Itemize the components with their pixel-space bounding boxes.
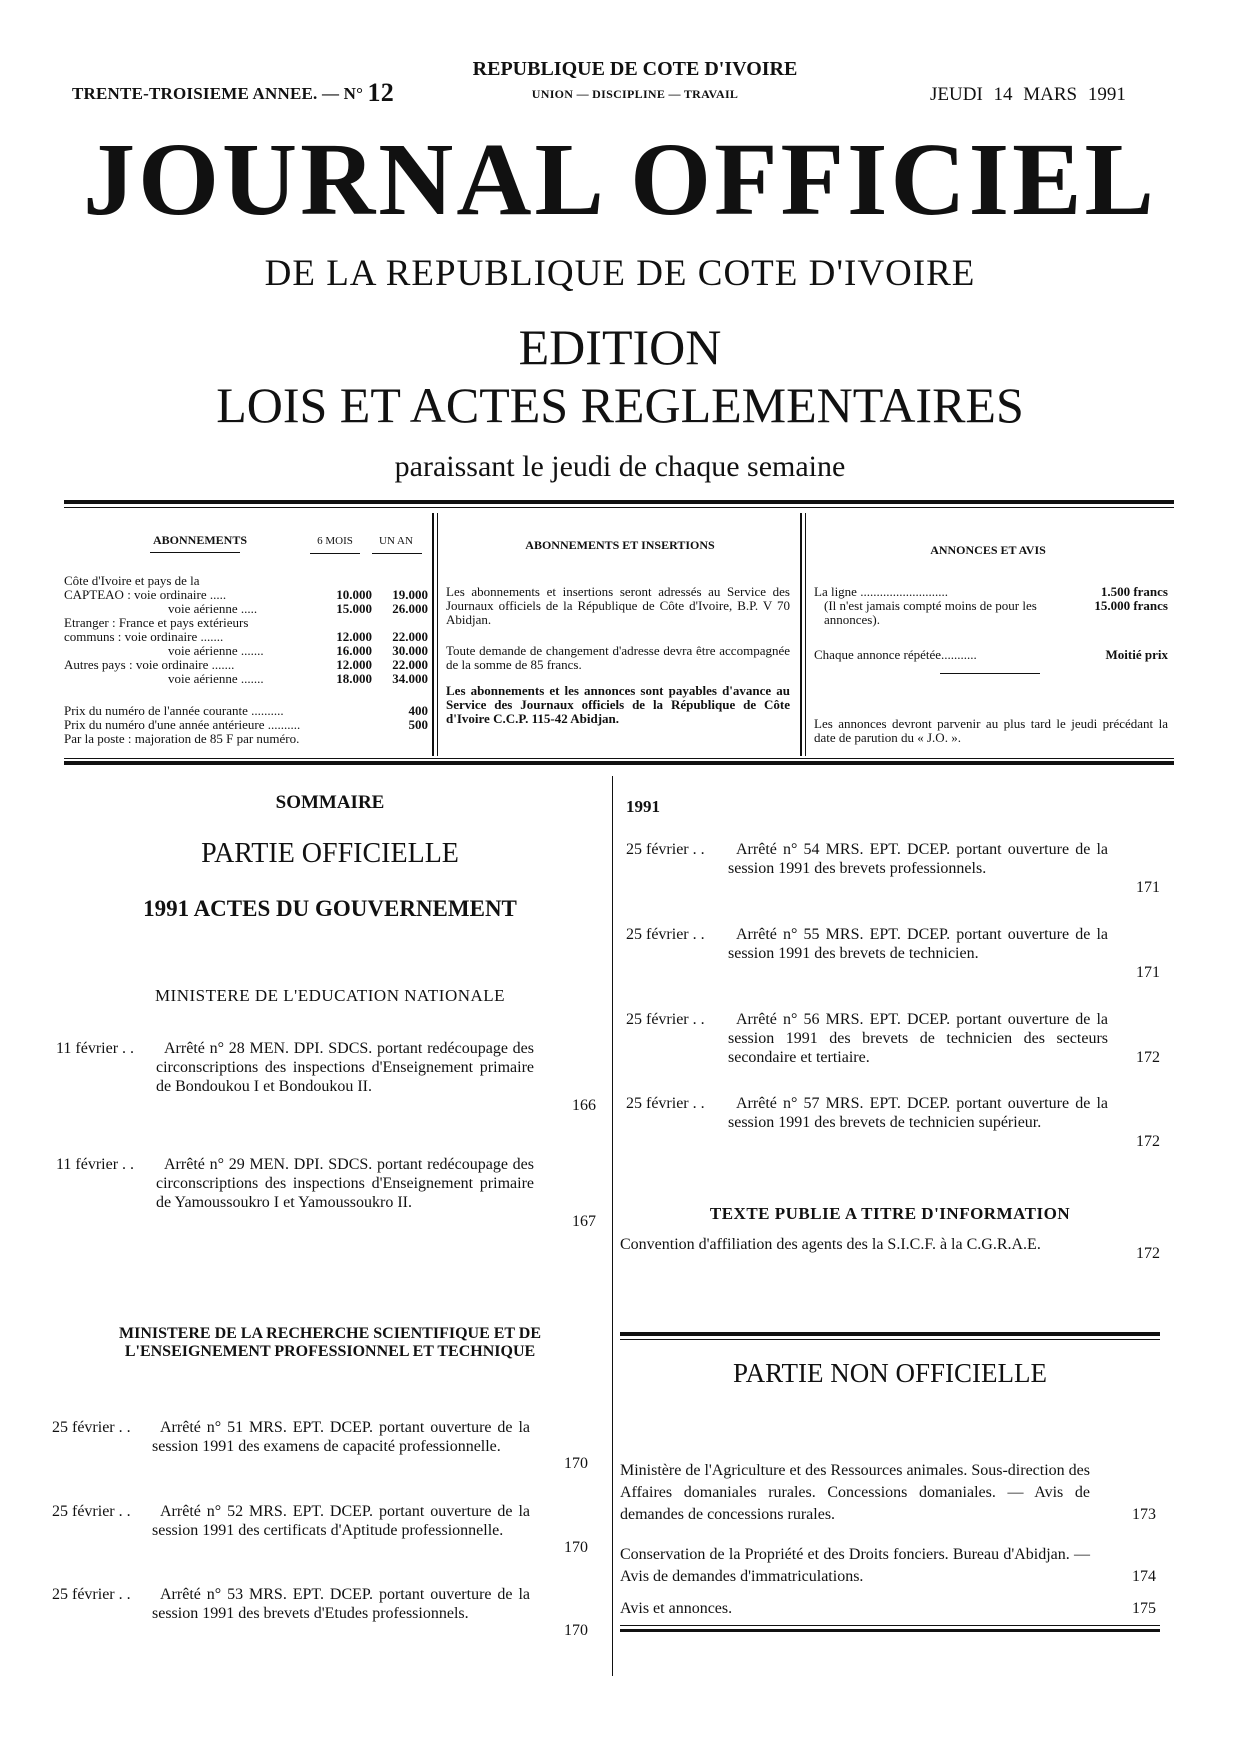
year-right-column: 1991 xyxy=(626,797,660,816)
entry-date: 11 février . . xyxy=(56,1040,135,1057)
entry-text: Arrêté n° 29 MEN. DPI. SDCS. portant redécoupage des circonscriptions des inspections d'Enseignement primaire de Yamoussoukro I et Yamoussoukro II. xyxy=(156,1156,534,1211)
price-6-months: 10.000 xyxy=(336,587,372,602)
edition-name: LOIS ET ACTES REGLEMENTAIRES xyxy=(216,377,1024,433)
price-6-months: 12.000 xyxy=(336,629,372,644)
non-official-entry xyxy=(620,1598,1160,1668)
issue-date: JEUDI 14 MARS 1991 xyxy=(930,84,1126,105)
non-official-page-number: 175 xyxy=(1132,1600,1156,1617)
entry-page-number: 171 xyxy=(1136,964,1160,981)
entry-text: Arrêté n° 52 MRS. EPT. DCEP. portant ouverture de la session 1991 des certificats d'Aptitude professionnelle. xyxy=(152,1503,530,1539)
entry-text: Arrêté n° 28 MEN. DPI. SDCS. portant redécoupage des circonscriptions des inspections d'Enseignement primaire de Bondoukou I et Bondoukou II. xyxy=(156,1040,534,1095)
subscription-row xyxy=(64,602,428,616)
entry-page-number: 166 xyxy=(572,1097,596,1114)
subscription-label: communs : voie ordinaire ....... xyxy=(64,629,224,644)
top-thin-rule xyxy=(64,507,1174,508)
line-price: 1.500 francs xyxy=(1100,584,1168,599)
ministry-research-heading: MINISTERE DE LA RECHERCHE SCIENTIFIQUE ET DE L'ENSEIGNEMENT PROFESSIONNEL ET TECHNIQUE xyxy=(118,1325,542,1360)
sommaire-entry xyxy=(626,840,1160,920)
col-unan: UN AN xyxy=(379,535,413,547)
price-one-year: 34.000 xyxy=(392,671,428,686)
col-unan-underline xyxy=(372,553,422,554)
price-previous-row: Prix du numéro d'une année antérieure .......... 500 xyxy=(64,717,428,732)
republic-name: REPUBLIQUE DE COTE D'IVOIRE xyxy=(472,58,798,80)
postal-surcharge: Par la poste : majoration de 85 F par numéro. xyxy=(64,731,300,746)
insertions-heading: ABONNEMENTS ET INSERTIONS xyxy=(525,538,715,552)
info-heading: TEXTE PUBLIE A TITRE D'INFORMATION xyxy=(709,1204,1071,1223)
entry-date: 25 février . . xyxy=(626,1095,705,1112)
column-divider xyxy=(612,776,613,1676)
sommaire-entry xyxy=(626,925,1160,1005)
non-official-entry-text: Ministère de l'Agriculture et des Ressources animales. Sous-direction des Affaires domaniales rurales. Concessions domaniales. — Avis de demandes de concessions rurales. xyxy=(620,1462,1090,1523)
entry-page-number: 171 xyxy=(1136,879,1160,896)
non-official-page-number: 173 xyxy=(1132,1506,1156,1523)
sommaire-entry xyxy=(52,1585,592,1665)
entry-page-number: 170 xyxy=(564,1622,588,1639)
price-6-months xyxy=(316,616,372,630)
subscription-row xyxy=(64,616,428,630)
announcements-separator xyxy=(940,673,1040,674)
info-text: Convention d'affiliation des agents des la S.I.C.F. à la C.G.R.A.E. xyxy=(620,1236,1041,1253)
box-divider-2 xyxy=(800,513,802,756)
subscription-row xyxy=(64,644,428,658)
insertions-p2: Toute demande de changement d'adresse devra être accompagnée de la somme de 85 francs. xyxy=(446,643,790,672)
subscription-label: Côte d'Ivoire et pays de la xyxy=(64,573,200,588)
non-official-entry-text: Avis et annonces. xyxy=(620,1600,733,1617)
subscription-label: voie aérienne ....... xyxy=(168,643,264,658)
sommaire-entry xyxy=(626,1010,1160,1090)
col-6mois-underline xyxy=(310,553,360,554)
repeat-label: Chaque annonce répétée........... xyxy=(814,647,977,662)
price-6-months: 16.000 xyxy=(336,643,372,658)
price-6-months: 12.000 xyxy=(336,657,372,672)
price-one-year: 19.000 xyxy=(392,587,428,602)
republic-block xyxy=(420,58,850,102)
info-page: 172 xyxy=(1136,1245,1160,1262)
sommaire-heading: SOMMAIRE xyxy=(275,792,385,813)
subscription-row xyxy=(64,658,428,672)
entry-page-number: 167 xyxy=(572,1213,596,1230)
repeat-block xyxy=(814,648,1168,662)
price-one-year: 22.000 xyxy=(392,629,428,644)
non-official-page-number: 174 xyxy=(1132,1568,1156,1585)
insertions-p3: Les abonnements et les annonces sont payables d'avance au Service des Journaux officiels de la République de Côte d'Ivoire C.C.P. 115-42 Abidjan. xyxy=(446,683,790,726)
ministry-education-heading: MINISTERE DE L'EDUCATION NATIONALE xyxy=(154,986,506,1005)
top-double-rule xyxy=(64,500,1174,504)
year-issue-label xyxy=(72,78,394,108)
entry-date: 25 février . . xyxy=(52,1503,131,1520)
entry-date: 25 février . . xyxy=(52,1419,131,1436)
sommaire-entry xyxy=(52,1418,592,1498)
non-official-entry xyxy=(620,1460,1160,1530)
subscription-label: Autres pays : voie ordinaire ....... xyxy=(64,657,235,672)
price-6-months: 15.000 xyxy=(336,601,372,616)
entry-text: Arrêté n° 57 MRS. EPT. DCEP. portant ouverture de la session 1991 des brevets de technicien supérieur. xyxy=(728,1095,1108,1131)
bottom-rule-thin xyxy=(620,1625,1160,1626)
box-divider-2b xyxy=(805,513,806,756)
subscription-label: voie aérienne ..... xyxy=(168,601,258,616)
partie-non-officielle-heading: PARTIE NON OFFICIELLE xyxy=(733,1358,1047,1388)
entry-date: 25 février . . xyxy=(626,1011,705,1028)
price-6-months: 18.000 xyxy=(336,671,372,686)
actes-heading: 1991 ACTES DU GOUVERNEMENT xyxy=(143,896,517,921)
subscription-row xyxy=(64,672,428,686)
deadline-note: Les annonces devront parvenir au plus tard le jeudi précédant la date de parution du « J.O. ». xyxy=(814,716,1168,745)
price-current-row: Prix du numéro de l'année courante .......... 400 xyxy=(64,703,428,718)
entry-date: 25 février . . xyxy=(52,1586,131,1603)
entry-text: Arrêté n° 54 MRS. EPT. DCEP. portant ouverture de la session 1991 des brevets professionnels. xyxy=(728,841,1108,877)
bottom-rule-thick xyxy=(620,1629,1160,1632)
non-official-entry-text: Conservation de la Propriété et des Droits fonciers. Bureau d'Abidjan. — Avis de demandes d'immatriculations. xyxy=(620,1546,1090,1585)
edition-label: EDITION xyxy=(518,319,722,375)
subscription-row xyxy=(64,630,428,644)
line-label: La ligne ........................... xyxy=(814,584,948,599)
subscriptions-table xyxy=(64,574,428,686)
subscriptions-heading-underline xyxy=(150,552,240,553)
price-lines xyxy=(64,704,428,746)
entry-page-number: 172 xyxy=(1136,1049,1160,1066)
entry-date: 11 février . . xyxy=(56,1156,135,1173)
box-divider-1 xyxy=(432,513,434,756)
price-one-year xyxy=(372,616,428,630)
journal-title: JOURNAL OFFICIEL xyxy=(83,122,1157,237)
subscription-row xyxy=(64,588,428,602)
bottom-thin-rule xyxy=(64,758,1174,759)
sommaire-entry xyxy=(56,1039,596,1119)
journal-subtitle: DE LA REPUBLIQUE DE COTE D'IVOIRE xyxy=(264,253,976,294)
subscription-label: CAPTEAO : voie ordinaire ..... xyxy=(64,587,227,602)
entry-text: Arrêté n° 55 MRS. EPT. DCEP. portant ouverture de la session 1991 des brevets de technicien. xyxy=(728,926,1108,962)
non-official-rule-top-thin xyxy=(620,1339,1160,1340)
announcements-heading: ANNONCES ET AVIS xyxy=(930,543,1046,557)
publication-frequency: paraissant le jeudi de chaque semaine xyxy=(394,450,846,483)
issue-number: 12 xyxy=(367,78,394,107)
year-label: TRENTE-TROISIEME ANNEE. — N° xyxy=(72,84,364,103)
entry-date: 25 février . . xyxy=(626,926,705,943)
subscription-label: voie aérienne ....... xyxy=(168,671,264,686)
price-one-year: 30.000 xyxy=(392,643,428,658)
bottom-double-rule xyxy=(64,761,1174,765)
box-divider-1b xyxy=(437,513,438,756)
price-6-months xyxy=(316,574,372,588)
insertions-p1: Les abonnements et insertions seront adressés au Service des Journaux officiels de la République de Côte d'Ivoire, B.P. V 70 Abidjan. xyxy=(446,584,790,627)
partie-officielle-heading: PARTIE OFFICIELLE xyxy=(201,838,459,869)
entry-page-number: 172 xyxy=(1136,1133,1160,1150)
price-one-year: 22.000 xyxy=(392,657,428,672)
entry-text: Arrêté n° 56 MRS. EPT. DCEP. portant ouverture de la session 1991 des brevets de technicien des secteurs secondaire et tertiaire. xyxy=(728,1011,1108,1066)
price-one-year: 26.000 xyxy=(392,601,428,616)
sommaire-entry xyxy=(626,1094,1160,1174)
non-official-rule-top xyxy=(620,1332,1160,1336)
entry-page-number: 170 xyxy=(564,1539,588,1556)
national-motto: UNION — DISCIPLINE — TRAVAIL xyxy=(531,87,739,101)
price-one-year xyxy=(372,574,428,588)
repeat-price: Moitié prix xyxy=(1105,647,1168,662)
entry-text: Arrêté n° 51 MRS. EPT. DCEP. portant ouverture de la session 1991 des examens de capacité professionnelle. xyxy=(152,1419,530,1455)
subscriptions-heading: ABONNEMENTS xyxy=(152,533,247,547)
entry-date: 25 février . . xyxy=(626,841,705,858)
col-6mois: 6 MOIS xyxy=(317,535,353,547)
sommaire-entry xyxy=(52,1502,592,1582)
min-price: 15.000 francs xyxy=(1094,598,1168,613)
sommaire-entry xyxy=(56,1155,596,1235)
line-note: (Il n'est jamais compté moins de pour les annonces). xyxy=(824,598,1037,627)
entry-text: Arrêté n° 53 MRS. EPT. DCEP. portant ouverture de la session 1991 des brevets d'Etudes professionnels. xyxy=(152,1586,530,1622)
subscription-label: Etranger : France et pays extérieurs xyxy=(64,615,249,630)
subscription-row xyxy=(64,574,428,588)
entry-page-number: 170 xyxy=(564,1455,588,1472)
line-price-block xyxy=(814,585,1168,627)
